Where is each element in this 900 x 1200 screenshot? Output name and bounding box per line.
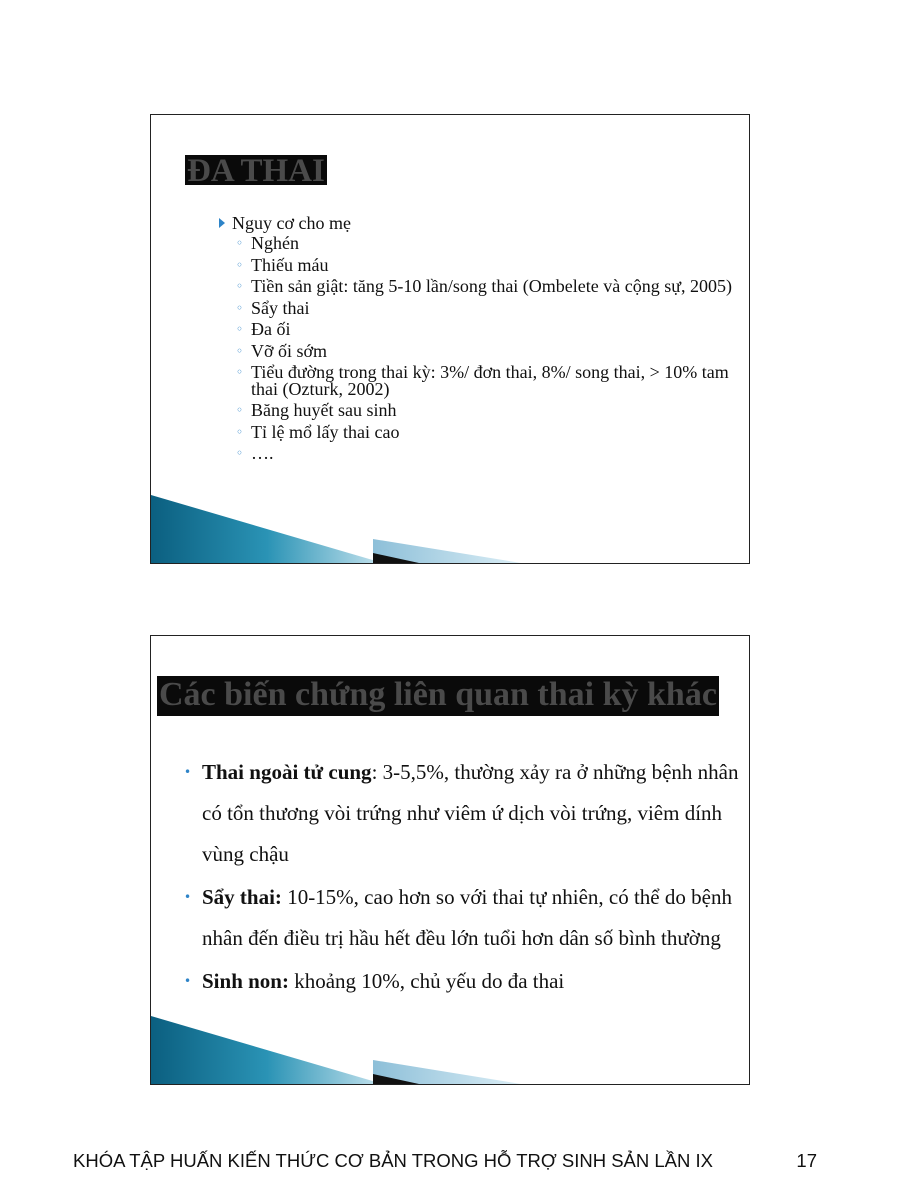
circle-bullet-icon: ◦ xyxy=(236,343,244,358)
slide-1 xyxy=(150,114,750,564)
page-number: 17 xyxy=(796,1150,817,1171)
circle-bullet-icon: ◦ xyxy=(236,279,244,293)
dot-bullet-icon: • xyxy=(184,765,192,779)
slide-2-corner-decoration xyxy=(151,1004,749,1084)
description: 10-15%, cao hơn so với thai tự nhiên, có thể do bệnh nhân đến điều trị hầu hết đều lớn tuổi hơn dân số bình thường xyxy=(202,885,732,950)
list-item: ◦ Đa ối xyxy=(236,319,291,339)
list-item: ◦ Tiểu đường trong thai kỳ: 3%/ đơn thai, 8%/ song thai, > 10% tam thai (Ozturk, 2002) xyxy=(236,362,729,399)
list-item: ◦ …. xyxy=(236,443,274,463)
complication-list xyxy=(183,752,743,1004)
list-item: ◦ Sẩy thai xyxy=(236,297,310,318)
level1-text: Nguy cơ cho mẹ xyxy=(232,213,351,233)
circle-bullet-icon: ◦ xyxy=(236,236,244,250)
list-item: ◦ Băng huyết sau sinh xyxy=(236,400,397,420)
term: Sinh non: xyxy=(202,969,289,993)
arrow-bullet-icon xyxy=(219,218,225,228)
footer-text: KHÓA TẬP HUẤN KIẾN THỨC CƠ BẢN TRONG HỖ TRỢ SINH SẢN LẦN IX xyxy=(73,1150,713,1171)
description: khoảng 10%, chủ yếu do đa thai xyxy=(288,969,565,993)
slide-1-corner-decoration xyxy=(151,483,749,563)
list-item xyxy=(183,752,743,875)
list-item: ◦ Thiếu máu xyxy=(236,254,329,275)
risk-list xyxy=(235,235,735,467)
level1-bullet xyxy=(219,213,351,233)
dot-bullet-icon: • xyxy=(184,974,192,988)
slide-title: ĐA THAI xyxy=(187,153,325,189)
slide-2 xyxy=(150,635,750,1085)
list-item xyxy=(183,961,743,1002)
dot-bullet-icon: • xyxy=(184,890,192,904)
page-footer xyxy=(73,1150,833,1176)
list-item: ◦ Nghén xyxy=(236,233,299,253)
circle-bullet-icon: ◦ xyxy=(236,365,244,379)
slide-title: Các biến chứng liên quan thai kỳ khác xyxy=(157,676,719,716)
term: Sẩy thai: xyxy=(202,885,282,909)
circle-bullet-icon: ◦ xyxy=(236,322,244,336)
circle-bullet-icon: ◦ xyxy=(236,446,244,460)
circle-bullet-icon: ◦ xyxy=(236,424,244,439)
list-item: ◦ Tiền sản giật: tăng 5-10 lần/song thai (Ombelete và cộng sự, 2005) xyxy=(236,276,733,296)
term: Thai ngoài tử cung xyxy=(202,760,372,784)
circle-bullet-icon: ◦ xyxy=(236,300,244,315)
list-item: ◦ Tỉ lệ mổ lấy thai cao xyxy=(236,421,400,442)
circle-bullet-icon: ◦ xyxy=(236,403,244,417)
list-item: ◦ Vỡ ối sớm xyxy=(236,340,328,361)
circle-bullet-icon: ◦ xyxy=(236,257,244,272)
description: : 3-5,5%, thường xảy ra ở những bệnh nhân có tổn thương vòi trứng như viêm ứ dịch vòi trứng, viêm dính vùng chậu xyxy=(202,760,739,866)
list-item xyxy=(183,877,743,959)
